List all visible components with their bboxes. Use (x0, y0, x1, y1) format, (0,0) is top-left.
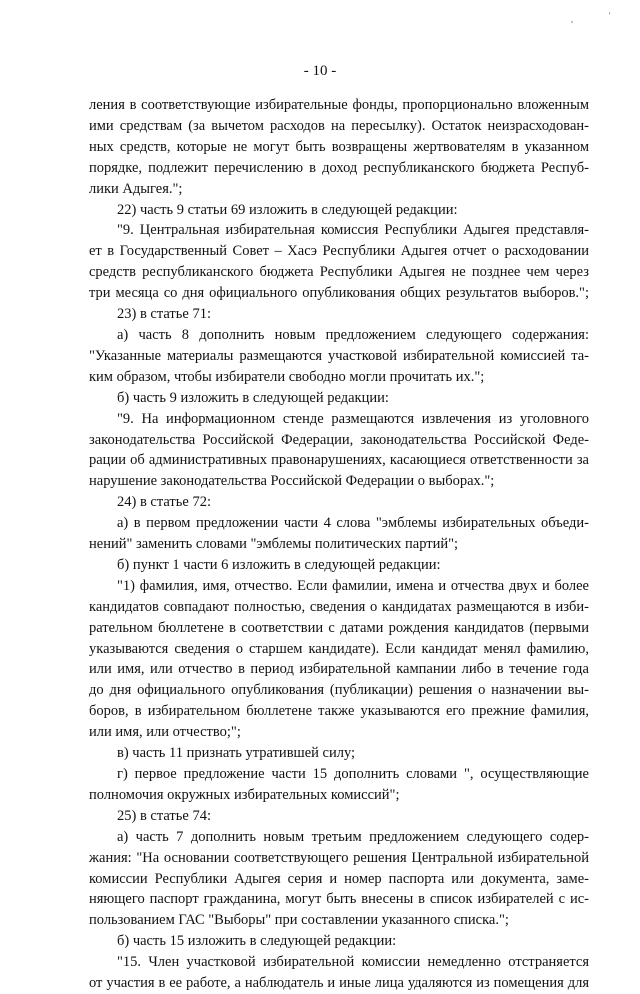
text-line: ими средствам (за вычетом расходов на пересылку). Остаток неизрасходован- (89, 117, 589, 134)
text-line: кандидатов совпадают полностью, сведения о кандидатах размещаются в изби- (89, 598, 589, 615)
text-line: "9. Центральная избирательная комиссия Республики Адыгея представля- (117, 222, 589, 239)
text-line: ет в Государственный Совет – Хасэ Республики Адыгея отчет о расходовании (89, 243, 589, 260)
text-line: боров, в избирательном бюллетене также указываются его прежние фамилия, (89, 703, 589, 720)
text-line: до дня официального опубликования (публикации) решения о назначении вы- (89, 682, 589, 699)
text-line: нений" заменить словами "эмблемы политических партий"; (89, 536, 459, 553)
text-line: 23) в статье 71: (117, 306, 211, 323)
text-line: нарушение законодательства Российской Федерации о выборах."; (89, 473, 495, 490)
text-line: няющего паспорт гражданина, могут быть внесены в список избирателей с ис- (89, 891, 589, 908)
text-line: ким образом, чтобы избиратели свободно могли прочитать их."; (89, 368, 485, 385)
text-line: б) пункт 1 части 6 изложить в следующей редакции: (117, 556, 441, 573)
text-line: рации об административных правонарушениях, касающиеся ответственности за (89, 452, 589, 469)
text-line: "15. Член участковой избирательной комиссии немедленно отстраняется (117, 954, 589, 971)
text-line: а) в первом предложении части 4 слова "эмблемы избирательных объеди- (117, 515, 589, 532)
text-line: комиссии Республики Адыгея серия и номер паспорта или документа, заме- (89, 870, 589, 887)
text-line: в) часть 11 признать утратившей силу; (117, 745, 356, 762)
text-line: жания: "На основании соответствующего решения Центральной избирательной (89, 849, 589, 866)
text-line: б) часть 9 изложить в следующей редакции: (117, 389, 389, 406)
text-line: от участия в ее работе, а наблюдатель и иные лица удаляются из помещения для (89, 975, 589, 992)
text-line: пользованием ГАС "Выборы" при составлении указанного списка."; (89, 912, 509, 929)
text-line: полномочия окружных избирательных комиссий"; (89, 786, 400, 803)
text-line: "9. На информационном стенде размещаются извлечения из уголовного (117, 410, 589, 427)
text-line: а) часть 7 дополнить новым третьим предложением следующего содер- (117, 828, 589, 845)
text-line: порядке, подлежит перечислению в доход республиканского бюджета Респуб- (89, 159, 589, 176)
text-line: 25) в статье 74: (117, 807, 211, 824)
text-line: средств республиканского бюджета Республики Адыгея не позднее чем через (89, 264, 589, 281)
text-line: или имя, или отчество в период избирательной кампании либо в течение года (89, 661, 589, 678)
text-line: "1) фамилия, имя, отчество. Если фамилии, имена и отчества двух и более (117, 577, 589, 594)
text-line: законодательства Российской Федерации, законодательства Российской Феде- (89, 431, 589, 448)
page-number: - 10 - (303, 63, 337, 79)
text-line: "Указанные материалы размещаются участковой избирательной комиссией та- (89, 347, 589, 364)
text-line: ных средств, которые не могут быть возвращены жертвователям в указанном (89, 138, 589, 155)
text-line: указываются сведения о старшем кандидате). Если кандидат менял фамилию, (89, 640, 589, 657)
text-line: три месяца со дня официального опубликования общих результатов выборов."; (89, 285, 589, 302)
text-line: ления в соответствующие избирательные фонды, пропорционально вложенным (89, 97, 589, 113)
scan-artifact-mark: ' (609, 11, 611, 20)
text-line: б) часть 15 изложить в следующей редакции: (117, 933, 397, 950)
text-line: лики Адыгея."; (89, 180, 183, 197)
document-body (89, 95, 589, 994)
scan-artifact-mark: , (571, 15, 573, 24)
text-line: 24) в статье 72: (117, 494, 211, 511)
text-line: рательном бюллетене в соответствии с датами рождения кандидатов (первыми (89, 619, 589, 636)
text-line: а) часть 8 дополнить новым предложением следующего содержания: (117, 326, 589, 343)
text-line: 22) часть 9 статьи 69 изложить в следующей редакции: (117, 201, 458, 218)
text-line: или имя, или отчество;"; (89, 724, 241, 741)
text-line: г) первое предложение части 15 дополнить словами ", осуществляющие (117, 766, 589, 782)
